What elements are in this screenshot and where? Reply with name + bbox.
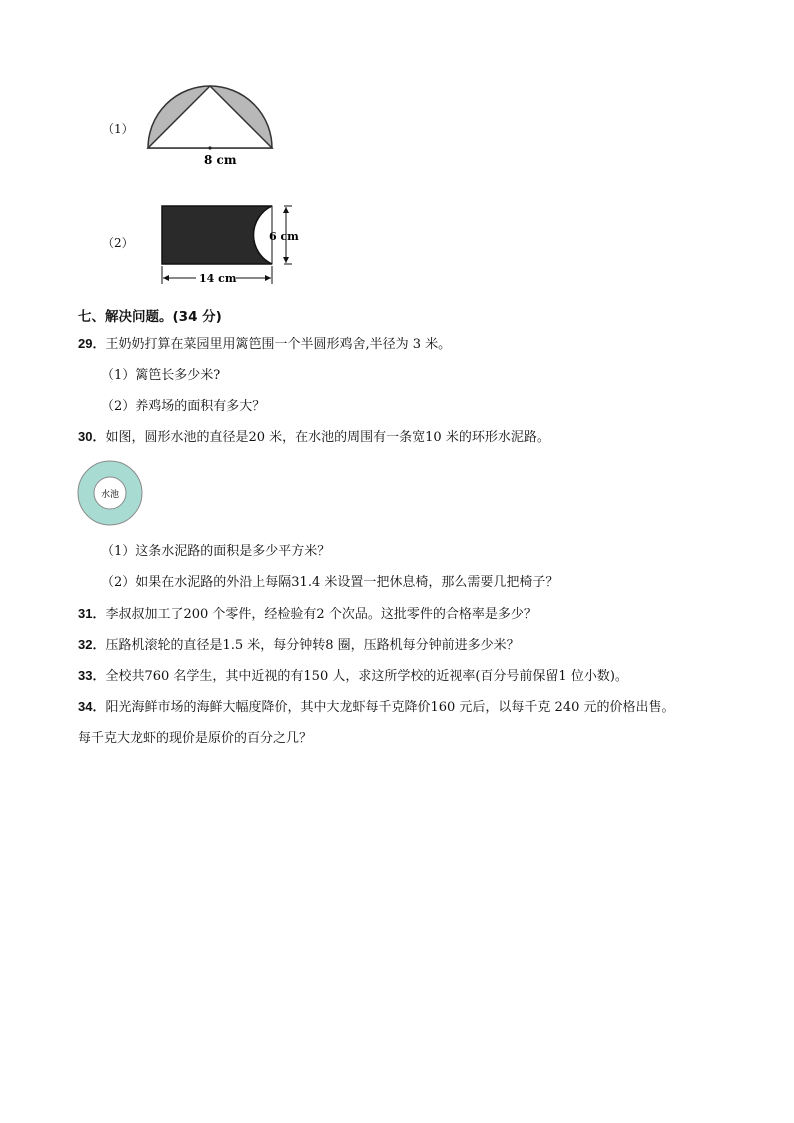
question-text: 全校共760 名学生，其中近视的有150 人，求这所学校的近视率(百分号前保留1 位小数)。 xyxy=(105,669,628,684)
question-30-sub-1: （1）这条水泥路的面积是多少平方米？ xyxy=(101,544,331,559)
question-33 xyxy=(78,665,628,684)
question-30-sub-2: （2）如果在水泥路的外沿上每隔31.4 米设置一把休息椅，那么需要几把椅子？ xyxy=(101,575,559,590)
semicircle-dimension: 8 cm xyxy=(204,153,237,167)
question-29-sub-1: （1）篱笆长多少米? xyxy=(101,368,221,383)
question-text: 王奶奶打算在菜园里用篱笆围一个半圆形鸡舍,半径为 3 米。 xyxy=(105,337,452,352)
question-number: 33． xyxy=(78,668,106,683)
question-number: 30． xyxy=(78,429,106,444)
question-29-sub-2: （2）养鸡场的面积有多大？ xyxy=(101,399,266,414)
question-34 xyxy=(78,696,675,715)
question-text: 李叔叔加工了200 个零件，经检验有2 个次品。这批零件的合格率是多少？ xyxy=(105,607,537,622)
pool-label: 水池 xyxy=(100,490,120,500)
width-dimension: 14 cm xyxy=(199,272,237,285)
question-29 xyxy=(78,333,451,352)
figure-2-label: （2） xyxy=(102,236,134,250)
rectangle-cutout-figure xyxy=(152,198,312,290)
question-32 xyxy=(78,634,520,653)
question-30 xyxy=(78,426,550,445)
question-number: 32． xyxy=(78,637,106,652)
question-text: 如图，圆形水池的直径是20 米，在水池的周围有一条宽10 米的环形水泥路。 xyxy=(105,430,550,445)
question-31 xyxy=(78,603,537,622)
question-number: 29． xyxy=(78,336,106,351)
section-title: 七、解决问题。(34 分) xyxy=(78,309,222,325)
figure-1-label: （1） xyxy=(102,122,134,136)
pool-ring-figure xyxy=(74,459,146,527)
question-number: 31． xyxy=(78,606,106,621)
semicircle-figure xyxy=(140,82,280,168)
question-34-continuation: 每千克大龙虾的现价是原价的百分之几？ xyxy=(78,731,313,746)
question-text: 阳光海鲜市场的海鲜大幅度降价，其中大龙虾每千克降价160 元后，以每千克 240 元的价格出售。 xyxy=(105,700,675,715)
height-dimension: 6 cm xyxy=(269,230,299,243)
question-text: 压路机滚轮的直径是1.5 米，每分钟转8 圈，压路机每分钟前进多少米？ xyxy=(105,638,520,653)
question-number: 34． xyxy=(78,699,106,714)
